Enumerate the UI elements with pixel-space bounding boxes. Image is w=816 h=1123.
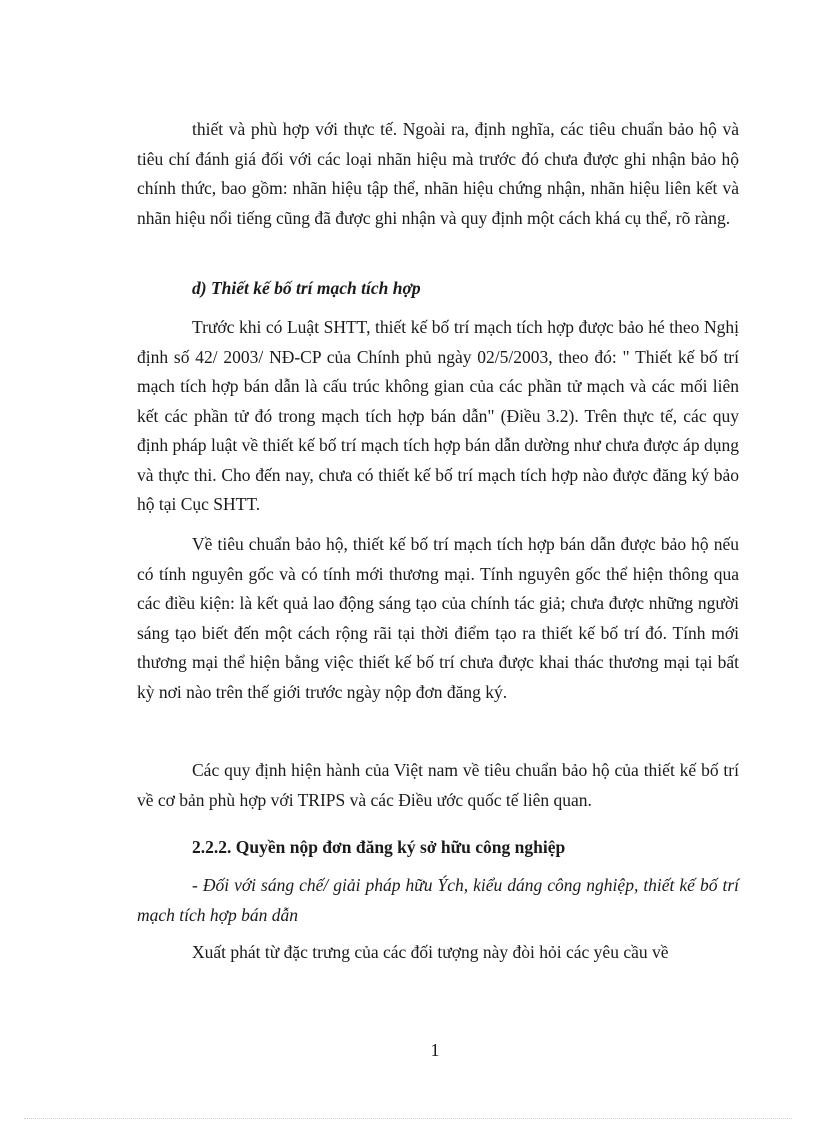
paragraph-requirements: Xuất phát từ đặc trưng của các đối tượng này đòi hỏi các yêu cầu về	[192, 942, 669, 962]
heading-filing-rights: 2.2.2. Quyền nộp đơn đăng ký sở hữu công nghiệp	[192, 837, 566, 857]
page-bottom-divider	[24, 1118, 792, 1119]
paragraph-inventions-note: - Đối với sáng chế/ giải pháp hữu Ých, kiểu dáng công nghiệp, thiết kế bố trí mạch tích hợp bán dẫn	[137, 875, 739, 925]
paragraph-circuit-history: Trước khi có Luật SHTT, thiết kế bố trí mạch tích hợp được bảo hé theo Nghị định số 42/ 2003/ NĐ-CP của Chính phủ ngày 02/5/2003, theo đó: " Thiết kế bố trí mạch tích hợp bán dẫn là cấu trúc không gian của các phần tử mạch và các mối liên kết các phần tử đó trong mạch tích hợp bán dẫn" (Điều 3.2). Trên thực tế, các quy định pháp luật về thiết kế bố trí mạch tích hợp bán dẫn dường như chưa được áp dụng và thực thi. Cho đến nay, chưa có thiết kế bố trí mạch tích hợp nào được đăng ký bảo hộ tại Cục SHTT.	[137, 317, 739, 514]
paragraph-trademarks: thiết và phù hợp với thực tế. Ngoài ra, định nghĩa, các tiêu chuẩn bảo hộ và tiêu chí đánh giá đối với các loại nhãn hiệu mà trước đó chưa được ghi nhận bảo hộ chính thức, bao gồm: nhãn hiệu tập thể, nhãn hiệu chứng nhận, nhãn hiệu liên kết và nhãn hiệu nổi tiếng cũng đã được ghi nhận và quy định một cách khá cụ thể, rõ ràng.	[137, 119, 739, 228]
heading-integrated-circuit: d) Thiết kế bố trí mạch tích hợp	[192, 278, 421, 298]
page-number: 1	[430, 1040, 440, 1060]
paragraph-protection-criteria: Về tiêu chuẩn bảo hộ, thiết kế bố trí mạch tích hợp bán dẫn được bảo hộ nếu có tính nguyên gốc và có tính mới thương mại. Tính nguyên gốc thể hiện thông qua các điều kiện: là kết quả lao động sáng tạo của chính tác giả; chưa được những người sáng tạo biết đến một cách rộng rãi tại thời điểm tạo ra thiết kế bố trí đó. Tính mới thương mại thể hiện bằng việc thiết kế bố trí chưa được khai thác thương mại tại bất kỳ nơi nào trên thế giới trước ngày nộp đơn đăng ký.	[137, 534, 739, 702]
paragraph-current-regulations: Các quy định hiện hành của Việt nam về tiêu chuẩn bảo hộ của thiết kế bố trí về cơ bản phù hợp với TRIPS và các Điều ước quốc tế liên quan.	[137, 760, 739, 810]
